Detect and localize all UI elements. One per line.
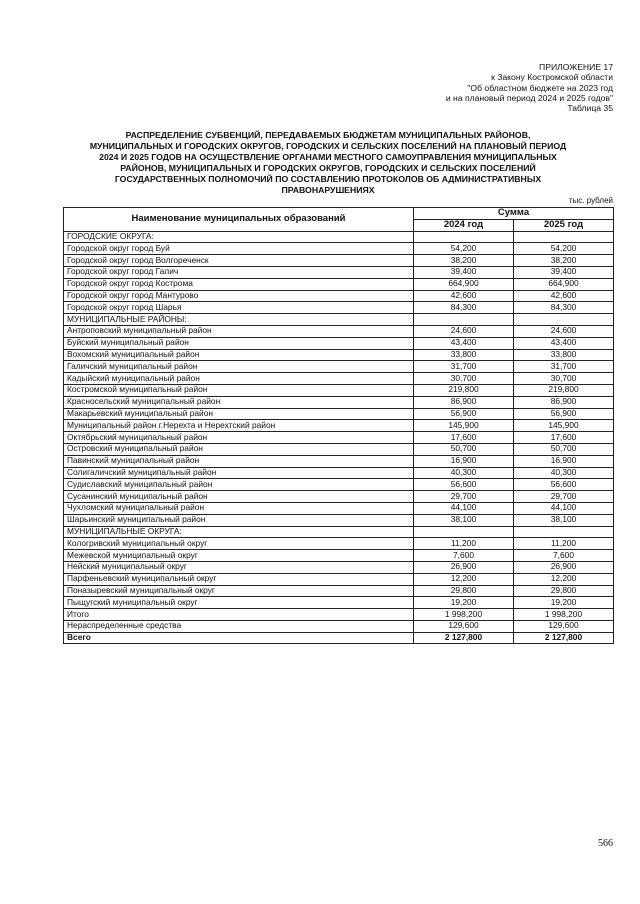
cell-name: Павинский муниципальный район <box>64 455 414 467</box>
cell-name: Галичский муниципальный район <box>64 361 414 373</box>
cell-2024: 12,200 <box>414 573 514 585</box>
cell-2025: 11,200 <box>514 538 614 550</box>
cell-2024 <box>414 314 514 326</box>
cell-2025: 26,900 <box>514 561 614 573</box>
header-name: Наименование муниципальных образований <box>64 208 414 232</box>
appendix-line: "Об областном бюджете на 2023 год <box>467 82 613 93</box>
cell-2025: 145,900 <box>514 420 614 432</box>
cell-name: Муниципальный район г.Нерехта и Нерехтский район <box>64 420 414 432</box>
table-row <box>64 538 614 550</box>
cell-name: Кадыйский муниципальный район <box>64 373 414 385</box>
cell-2025: 43,400 <box>514 337 614 349</box>
title-line: МУНИЦИПАЛЬНЫХ И ГОРОДСКИХ ОКРУГОВ, ГОРОДСКИХ И СЕЛЬСКИХ ПОСЕЛЕНИЙ НА ПЛАНОВЫЙ ПЕРИОД <box>89 141 567 152</box>
cell-2024 <box>414 526 514 538</box>
cell-name: Городской округ город Буй <box>64 243 414 255</box>
cell-2025 <box>514 231 614 243</box>
header-sum: Сумма <box>414 208 614 220</box>
cell-name: Чухломский муниципальный район <box>64 502 414 514</box>
cell-2025: 38,100 <box>514 514 614 526</box>
cell-2024: 56,900 <box>414 408 514 420</box>
cell-2024: 54,200 <box>414 243 514 255</box>
cell-name: Поназыревский муниципальный округ <box>64 585 414 597</box>
table-row <box>64 479 614 491</box>
cell-2024: 664,900 <box>414 278 514 290</box>
cell-2024: 31,700 <box>414 361 514 373</box>
appendix-line: Таблица 35 <box>567 103 613 114</box>
table-row <box>64 561 614 573</box>
cell-2025: 56,900 <box>514 408 614 420</box>
table-row <box>64 514 614 526</box>
cell-name: ГОРОДСКИЕ ОКРУГА: <box>64 231 414 243</box>
table-body <box>64 231 614 644</box>
cell-2025: 129,600 <box>514 620 614 632</box>
table-row <box>64 491 614 503</box>
cell-2024: 43,400 <box>414 337 514 349</box>
cell-name: Нейский муниципальный округ <box>64 561 414 573</box>
table-row <box>64 585 614 597</box>
table-row <box>64 455 614 467</box>
table-row <box>64 302 614 314</box>
table-row <box>64 620 614 632</box>
table-row <box>64 432 614 444</box>
document-title <box>70 130 586 197</box>
table-row <box>64 255 614 267</box>
cell-2024: 24,600 <box>414 325 514 337</box>
cell-2024: 16,900 <box>414 455 514 467</box>
title-line: ГОСУДАРСТВЕННЫХ ПОЛНОМОЧИЙ ПО СОСТАВЛЕНИЮ ПРОТОКОЛОВ ОБ АДМИНИСТРАТИВНЫХ <box>114 174 542 185</box>
table-row <box>64 396 614 408</box>
cell-2024: 17,600 <box>414 432 514 444</box>
cell-2025: 2 127,800 <box>514 632 614 644</box>
cell-2025: 39,400 <box>514 266 614 278</box>
cell-name: Костромской муниципальный район <box>64 384 414 396</box>
cell-2025: 1 998,200 <box>514 609 614 621</box>
table-row <box>64 467 614 479</box>
title-line: 2024 И 2025 ГОДОВ НА ОСУЩЕСТВЛЕНИЕ ОРГАНАМИ МЕСТНОГО САМОУПРАВЛЕНИЯ МУНИЦИПАЛЬНЫХ <box>99 152 557 163</box>
appendix-line: ПРИЛОЖЕНИЕ 17 <box>539 62 613 72</box>
cell-2025: 86,900 <box>514 396 614 408</box>
cell-2025: 33,800 <box>514 349 614 361</box>
cell-name: Городской округ город Шарья <box>64 302 414 314</box>
title-line: РАСПРЕДЕЛЕНИЕ СУБВЕНЦИЙ, ПЕРЕДАВАЕМЫХ БЮДЖЕТАМ МУНИЦИПАЛЬНЫХ РАЙОНОВ, <box>125 130 531 140</box>
cell-2024: 219,800 <box>414 384 514 396</box>
appendix-header <box>446 62 613 113</box>
cell-2024: 44,100 <box>414 502 514 514</box>
cell-2024: 56,600 <box>414 479 514 491</box>
cell-name: Антроповский муниципальный район <box>64 325 414 337</box>
appendix-line: к Закону Костромской области <box>491 72 613 83</box>
cell-name: Межевской муниципальный округ <box>64 550 414 562</box>
table-row <box>64 609 614 621</box>
cell-name: МУНИЦИПАЛЬНЫЕ ОКРУГА: <box>64 526 414 538</box>
cell-2024: 40,300 <box>414 467 514 479</box>
cell-name: Городской округ город Галич <box>64 266 414 278</box>
cell-name: Красносельский муниципальный район <box>64 396 414 408</box>
cell-2025: 17,600 <box>514 432 614 444</box>
cell-name: Парфеньевский муниципальный округ <box>64 573 414 585</box>
header-year-2025: 2025 год <box>514 219 614 231</box>
subsidy-table <box>63 207 614 644</box>
units-label: тыс. рублей <box>568 196 613 205</box>
header-year-2024: 2024 год <box>414 219 514 231</box>
cell-2024: 7,600 <box>414 550 514 562</box>
table-row <box>64 597 614 609</box>
table-row <box>64 632 614 644</box>
table-row <box>64 361 614 373</box>
cell-name: Городской округ город Кострома <box>64 278 414 290</box>
cell-name: Островский муниципальный район <box>64 443 414 455</box>
cell-2025: 40,300 <box>514 467 614 479</box>
cell-2025: 42,600 <box>514 290 614 302</box>
cell-2025: 29,800 <box>514 585 614 597</box>
cell-2025: 44,100 <box>514 502 614 514</box>
cell-2025 <box>514 526 614 538</box>
cell-2024: 38,100 <box>414 514 514 526</box>
cell-2025: 84,300 <box>514 302 614 314</box>
cell-2025: 38,200 <box>514 255 614 267</box>
cell-name: Всего <box>64 632 414 644</box>
cell-2025: 664,900 <box>514 278 614 290</box>
table-row <box>64 337 614 349</box>
table-row <box>64 573 614 585</box>
cell-2024: 2 127,800 <box>414 632 514 644</box>
cell-2024: 29,800 <box>414 585 514 597</box>
cell-2024: 84,300 <box>414 302 514 314</box>
title-line: РАЙОНОВ, МУНИЦИПАЛЬНЫХ И ГОРОДСКИХ ОКРУГОВ, ГОРОДСКИХ И СЕЛЬСКИХ ПОСЕЛЕНИЙ <box>120 163 536 174</box>
cell-2025: 219,800 <box>514 384 614 396</box>
cell-2025: 7,600 <box>514 550 614 562</box>
cell-name: Городской округ город Волгореченск <box>64 255 414 267</box>
cell-2025: 24,600 <box>514 325 614 337</box>
cell-2024: 86,900 <box>414 396 514 408</box>
cell-2025 <box>514 314 614 326</box>
cell-2024: 39,400 <box>414 266 514 278</box>
cell-2024: 129,600 <box>414 620 514 632</box>
cell-2024: 11,200 <box>414 538 514 550</box>
cell-2024: 26,900 <box>414 561 514 573</box>
cell-2024: 38,200 <box>414 255 514 267</box>
cell-2025: 56,600 <box>514 479 614 491</box>
table-row <box>64 408 614 420</box>
cell-2025: 12,200 <box>514 573 614 585</box>
section-row <box>64 231 614 243</box>
cell-2024 <box>414 231 514 243</box>
cell-2024: 50,700 <box>414 443 514 455</box>
table-row <box>64 278 614 290</box>
table-row <box>64 502 614 514</box>
cell-name: Судиславский муниципальный район <box>64 479 414 491</box>
cell-name: Октябрьский муниципальный район <box>64 432 414 444</box>
table-row <box>64 550 614 562</box>
cell-name: МУНИЦИПАЛЬНЫЕ РАЙОНЫ: <box>64 314 414 326</box>
cell-name: Солигаличский муниципальный район <box>64 467 414 479</box>
section-row <box>64 314 614 326</box>
table-row <box>64 384 614 396</box>
cell-name: Сусанинский муниципальный район <box>64 491 414 503</box>
cell-name: Кологривский муниципальный округ <box>64 538 414 550</box>
table-row <box>64 373 614 385</box>
cell-2024: 19,200 <box>414 597 514 609</box>
table-row <box>64 243 614 255</box>
cell-2024: 29,700 <box>414 491 514 503</box>
cell-2024: 1 998,200 <box>414 609 514 621</box>
cell-name: Буйский муниципальный район <box>64 337 414 349</box>
cell-2025: 54,200 <box>514 243 614 255</box>
page-number: 566 <box>598 838 613 849</box>
cell-name: Вохомский муниципальный район <box>64 349 414 361</box>
cell-2025: 30,700 <box>514 373 614 385</box>
cell-2024: 33,800 <box>414 349 514 361</box>
table-row <box>64 325 614 337</box>
appendix-line: и на плановый период 2024 и 2025 годов" <box>445 92 613 103</box>
cell-2024: 30,700 <box>414 373 514 385</box>
cell-name: Городской округ город Мантурово <box>64 290 414 302</box>
table-row <box>64 443 614 455</box>
cell-2024: 145,900 <box>414 420 514 432</box>
cell-2025: 31,700 <box>514 361 614 373</box>
section-row <box>64 526 614 538</box>
cell-name: Нераспределенные средства <box>64 620 414 632</box>
table-row <box>64 420 614 432</box>
cell-name: Пыщугский муниципальный округ <box>64 597 414 609</box>
cell-2024: 42,600 <box>414 290 514 302</box>
cell-2025: 29,700 <box>514 491 614 503</box>
cell-2025: 19,200 <box>514 597 614 609</box>
cell-name: Итого <box>64 609 414 621</box>
table-row <box>64 290 614 302</box>
table-row <box>64 266 614 278</box>
cell-2025: 16,900 <box>514 455 614 467</box>
cell-2025: 50,700 <box>514 443 614 455</box>
title-line: ПРАВОНАРУШЕНИЯХ <box>281 185 375 196</box>
cell-name: Макарьевский муниципальный район <box>64 408 414 420</box>
cell-name: Шарьинский муниципальный район <box>64 514 414 526</box>
table-row <box>64 349 614 361</box>
